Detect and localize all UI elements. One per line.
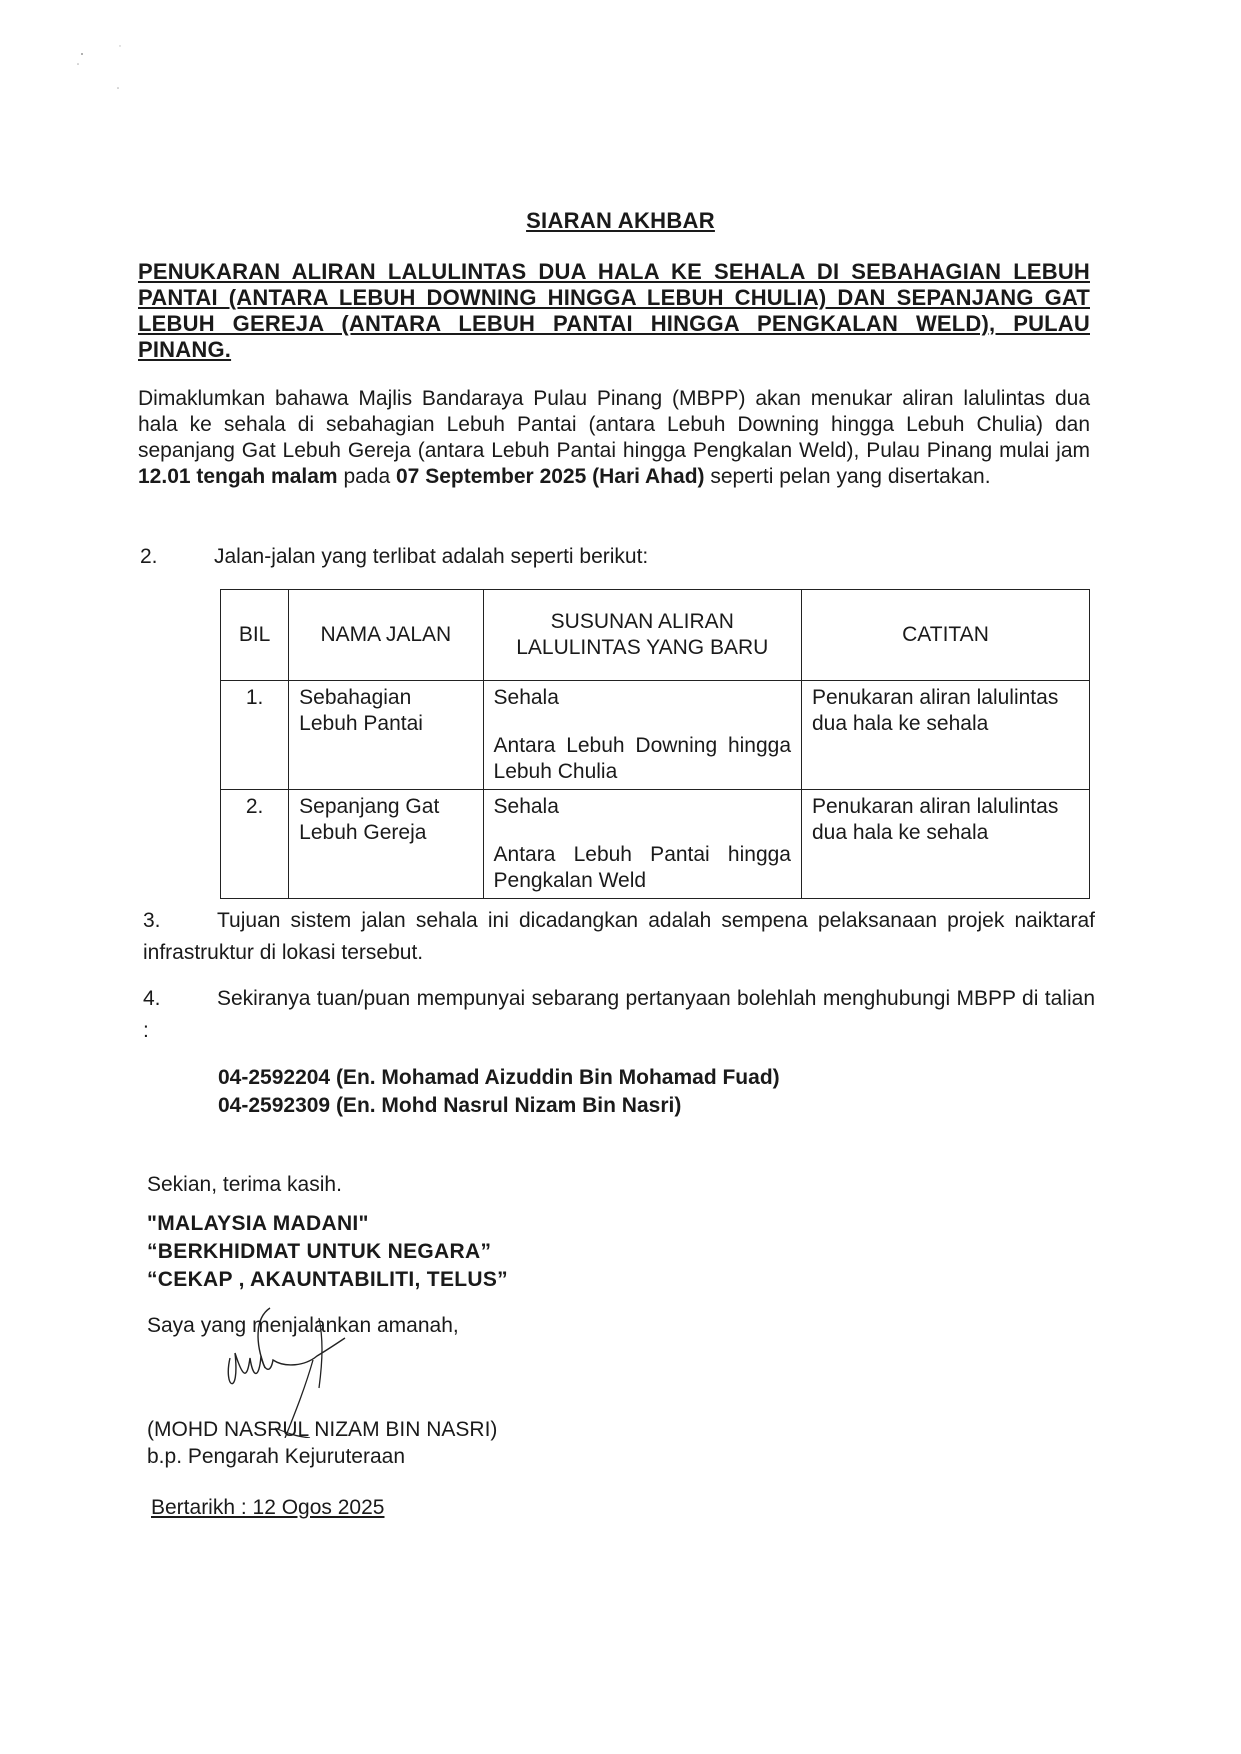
row-susunan (483, 681, 801, 790)
para4-text: Sekiranya tuan/puan mempunyai sebarang pertanyaan bolehlah menghubungi MBPP di talian : (143, 987, 1095, 1042)
scan-specks (70, 40, 130, 100)
row-susunan-type: Sehala (493, 686, 559, 709)
header-catitan: CATITAN (802, 590, 1090, 681)
table-header-row (221, 590, 1090, 681)
row-catitan: Penukaran aliran lalulintas dua hala ke sehala (802, 790, 1090, 899)
intro-text-2: pada (343, 465, 391, 488)
para3 (143, 905, 1095, 969)
slogan-line: “BERKHIDMAT UNTUK NEGARA” (147, 1240, 492, 1263)
contact-line: 04-2592309 (En. Mohd Nasrul Nizam Bin Nasri) (218, 1094, 682, 1117)
roads-table (220, 589, 1090, 899)
header-bil: BIL (221, 590, 289, 681)
closing-line: Sekian, terima kasih. (147, 1173, 342, 1196)
signatory-position: b.p. Pengarah Kejuruteraan (147, 1445, 406, 1468)
row-bil: 2. (221, 790, 289, 899)
para4 (143, 983, 1095, 1047)
row-susunan (483, 790, 801, 899)
slogan-block (147, 1210, 508, 1294)
signatory-name: (MOHD NASRUL NIZAM BIN NASRI) (147, 1418, 498, 1441)
para3-text: Tujuan sistem jalan sehala ini dicadangkan adalah sempena pelaksanaan projek naiktaraf infrastruktur di lokasi tersebut. (143, 909, 1095, 964)
row-nama-jalan: Sebahagian Lebuh Pantai (289, 681, 483, 790)
para4-number: 4. (143, 987, 161, 1010)
header-nama-jalan: NAMA JALAN (289, 590, 483, 681)
intro-text-1: Dimaklumkan bahawa Majlis Bandaraya Pulau Pinang (MBPP) akan menukar aliran lalulintas dua hala ke sehala di sebahagian Lebuh Pantai (antara Lebuh Downing hingga Lebuh Chulia) dan sepanjang Gat Lebuh Gereja (antara Lebuh Pantai hingga Pengkalan Weld), Pulau Pinang mulai jam (138, 387, 1090, 462)
slogan-line: "MALAYSIA MADANI" (147, 1212, 369, 1235)
contact-list (218, 1064, 780, 1120)
intro-date: 07 September 2025 (Hari Ahad) (396, 465, 705, 488)
amanah-line: Saya yang menjalankan amanah, (147, 1314, 459, 1337)
page-title: SIARAN AKHBAR (526, 208, 715, 233)
intro-time: 12.01 tengah malam (138, 465, 338, 488)
table-row (221, 790, 1090, 899)
row-susunan-type: Sehala (493, 795, 559, 818)
para3-number: 3. (143, 909, 161, 932)
slogan-line: “CEKAP , AKAUNTABILITI, TELUS” (147, 1268, 508, 1291)
para2-number: 2. (140, 545, 158, 568)
signatory-block (147, 1416, 497, 1470)
intro-paragraph (138, 386, 1090, 490)
row-bil: 1. (221, 681, 289, 790)
para2-text: Jalan-jalan yang terlibat adalah seperti berikut: (214, 545, 649, 568)
subject-heading: PENUKARAN ALIRAN LALULINTAS DUA HALA KE SEHALA DI SEBAHAGIAN LEBUH PANTAI (ANTARA LEBUH DOWNING HINGGA LEBUH CHULIA) DAN SEPANJANG GAT LEBUH GEREJA (ANTARA LEBUH PANTAI HINGGA PENGKALAN WELD), PULAU PINANG. (138, 259, 1090, 362)
row-susunan-detail: Antara Lebuh Downing hingga Lebuh Chulia (493, 734, 791, 783)
row-susunan-detail: Antara Lebuh Pantai hingga Pengkalan Weld (493, 843, 791, 892)
contact-line: 04-2592204 (En. Mohamad Aizuddin Bin Mohamad Fuad) (218, 1066, 780, 1089)
row-nama-jalan: Sepanjang Gat Lebuh Gereja (289, 790, 483, 899)
table-row (221, 681, 1090, 790)
dated-line: Bertarikh : 12 Ogos 2025 (151, 1496, 385, 1519)
header-susunan: SUSUNAN ALIRAN LALULINTAS YANG BARU (483, 590, 801, 681)
row-catitan: Penukaran aliran lalulintas dua hala ke sehala (802, 681, 1090, 790)
intro-text-3: seperti pelan yang disertakan. (710, 465, 991, 488)
